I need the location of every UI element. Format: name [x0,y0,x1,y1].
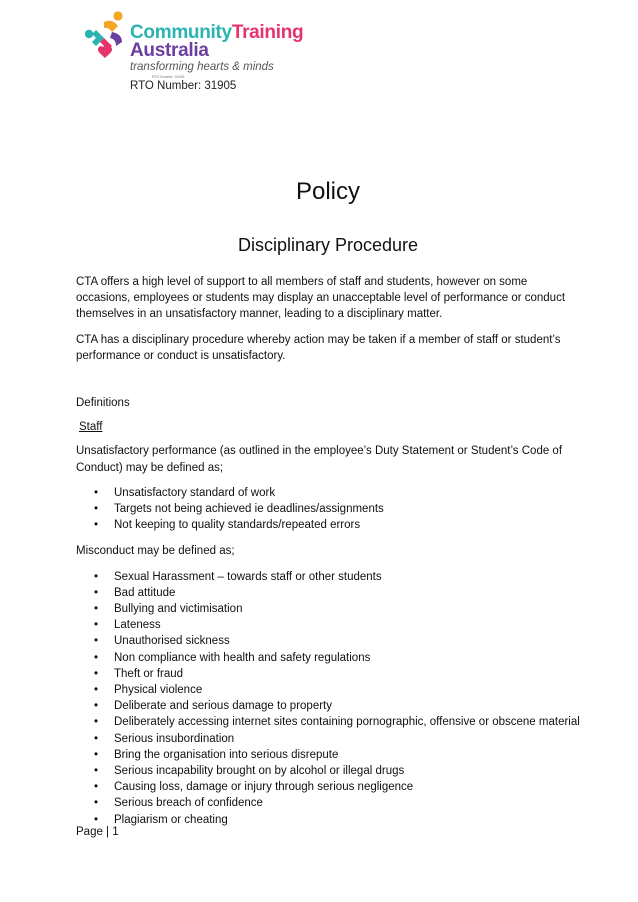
unsatisfactory-list [76,485,566,534]
intro-paragraph: CTA offers a high level of support to all members of staff and students, however on some occasions, employees or students may display an unacceptable level of performance or conduct themselves in an unsatisfactory manner, leading to a disciplinary matter. [76,276,566,321]
list-item: • Non compliance with health and safety regulations [76,650,566,666]
list-item: • Deliberately accessing internet sites containing pornographic, offensive or obscene material [76,714,566,730]
page-footer: Page | 1 [76,826,119,838]
logo-small-rto: RTO Number: 31905 [152,75,185,79]
list-item: • Serious incapability brought on by alcohol or illegal drugs [76,763,566,779]
document-body [76,274,580,828]
logo-tagline: transforming hearts & minds [130,61,274,73]
unsatisfactory-intro: Unsatisfactory performance (as outlined in the employee’s Duty Statement or Student’s Code of Conduct) may be defined as; [76,445,563,474]
page-subtitle: Disciplinary Procedure [237,235,419,255]
logo-name-line1: CommunityTraining [130,22,304,43]
page-title: Policy [295,178,361,205]
list-item: • Causing loss, damage or injury through serious negligence [76,779,566,795]
list-item: • Deliberate and serious damage to property [76,698,566,714]
logo-mark-icon [82,8,128,70]
misconduct-list [76,569,580,828]
list-item: • Physical violence [76,682,566,698]
list-item: • Sexual Harassment – towards staff or other students [76,569,566,585]
procedure-paragraph: CTA has a disciplinary procedure whereby action may be taken if a member of staff or student’s performance or conduct is unsatisfactory. [76,333,561,362]
list-item: • Bullying and victimisation [76,601,566,617]
list-item: • Plagiarism or cheating [76,812,566,828]
list-item: • Serious breach of confidence [76,795,566,811]
list-item: • Not keeping to quality standards/repeated errors [76,517,566,533]
rto-number: RTO Number: 31905 [130,80,237,92]
list-item: • Bad attitude [76,585,566,601]
misconduct-intro: Misconduct may be defined as; [76,545,235,558]
list-item: • Targets not being achieved ie deadlines/assignments [76,501,566,517]
definitions-heading: Definitions [76,397,130,410]
logo-name-line2: Australia [130,40,209,61]
list-item: • Serious insubordination [76,731,566,747]
list-item: • Unsatisfactory standard of work [76,485,566,501]
list-item: • Theft or fraud [76,666,566,682]
staff-heading: Staff [79,421,103,434]
list-item: • Lateness [76,617,566,633]
logo [82,8,322,80]
list-item: • Bring the organisation into serious disrepute [76,747,566,763]
list-item: • Unauthorised sickness [76,633,566,649]
